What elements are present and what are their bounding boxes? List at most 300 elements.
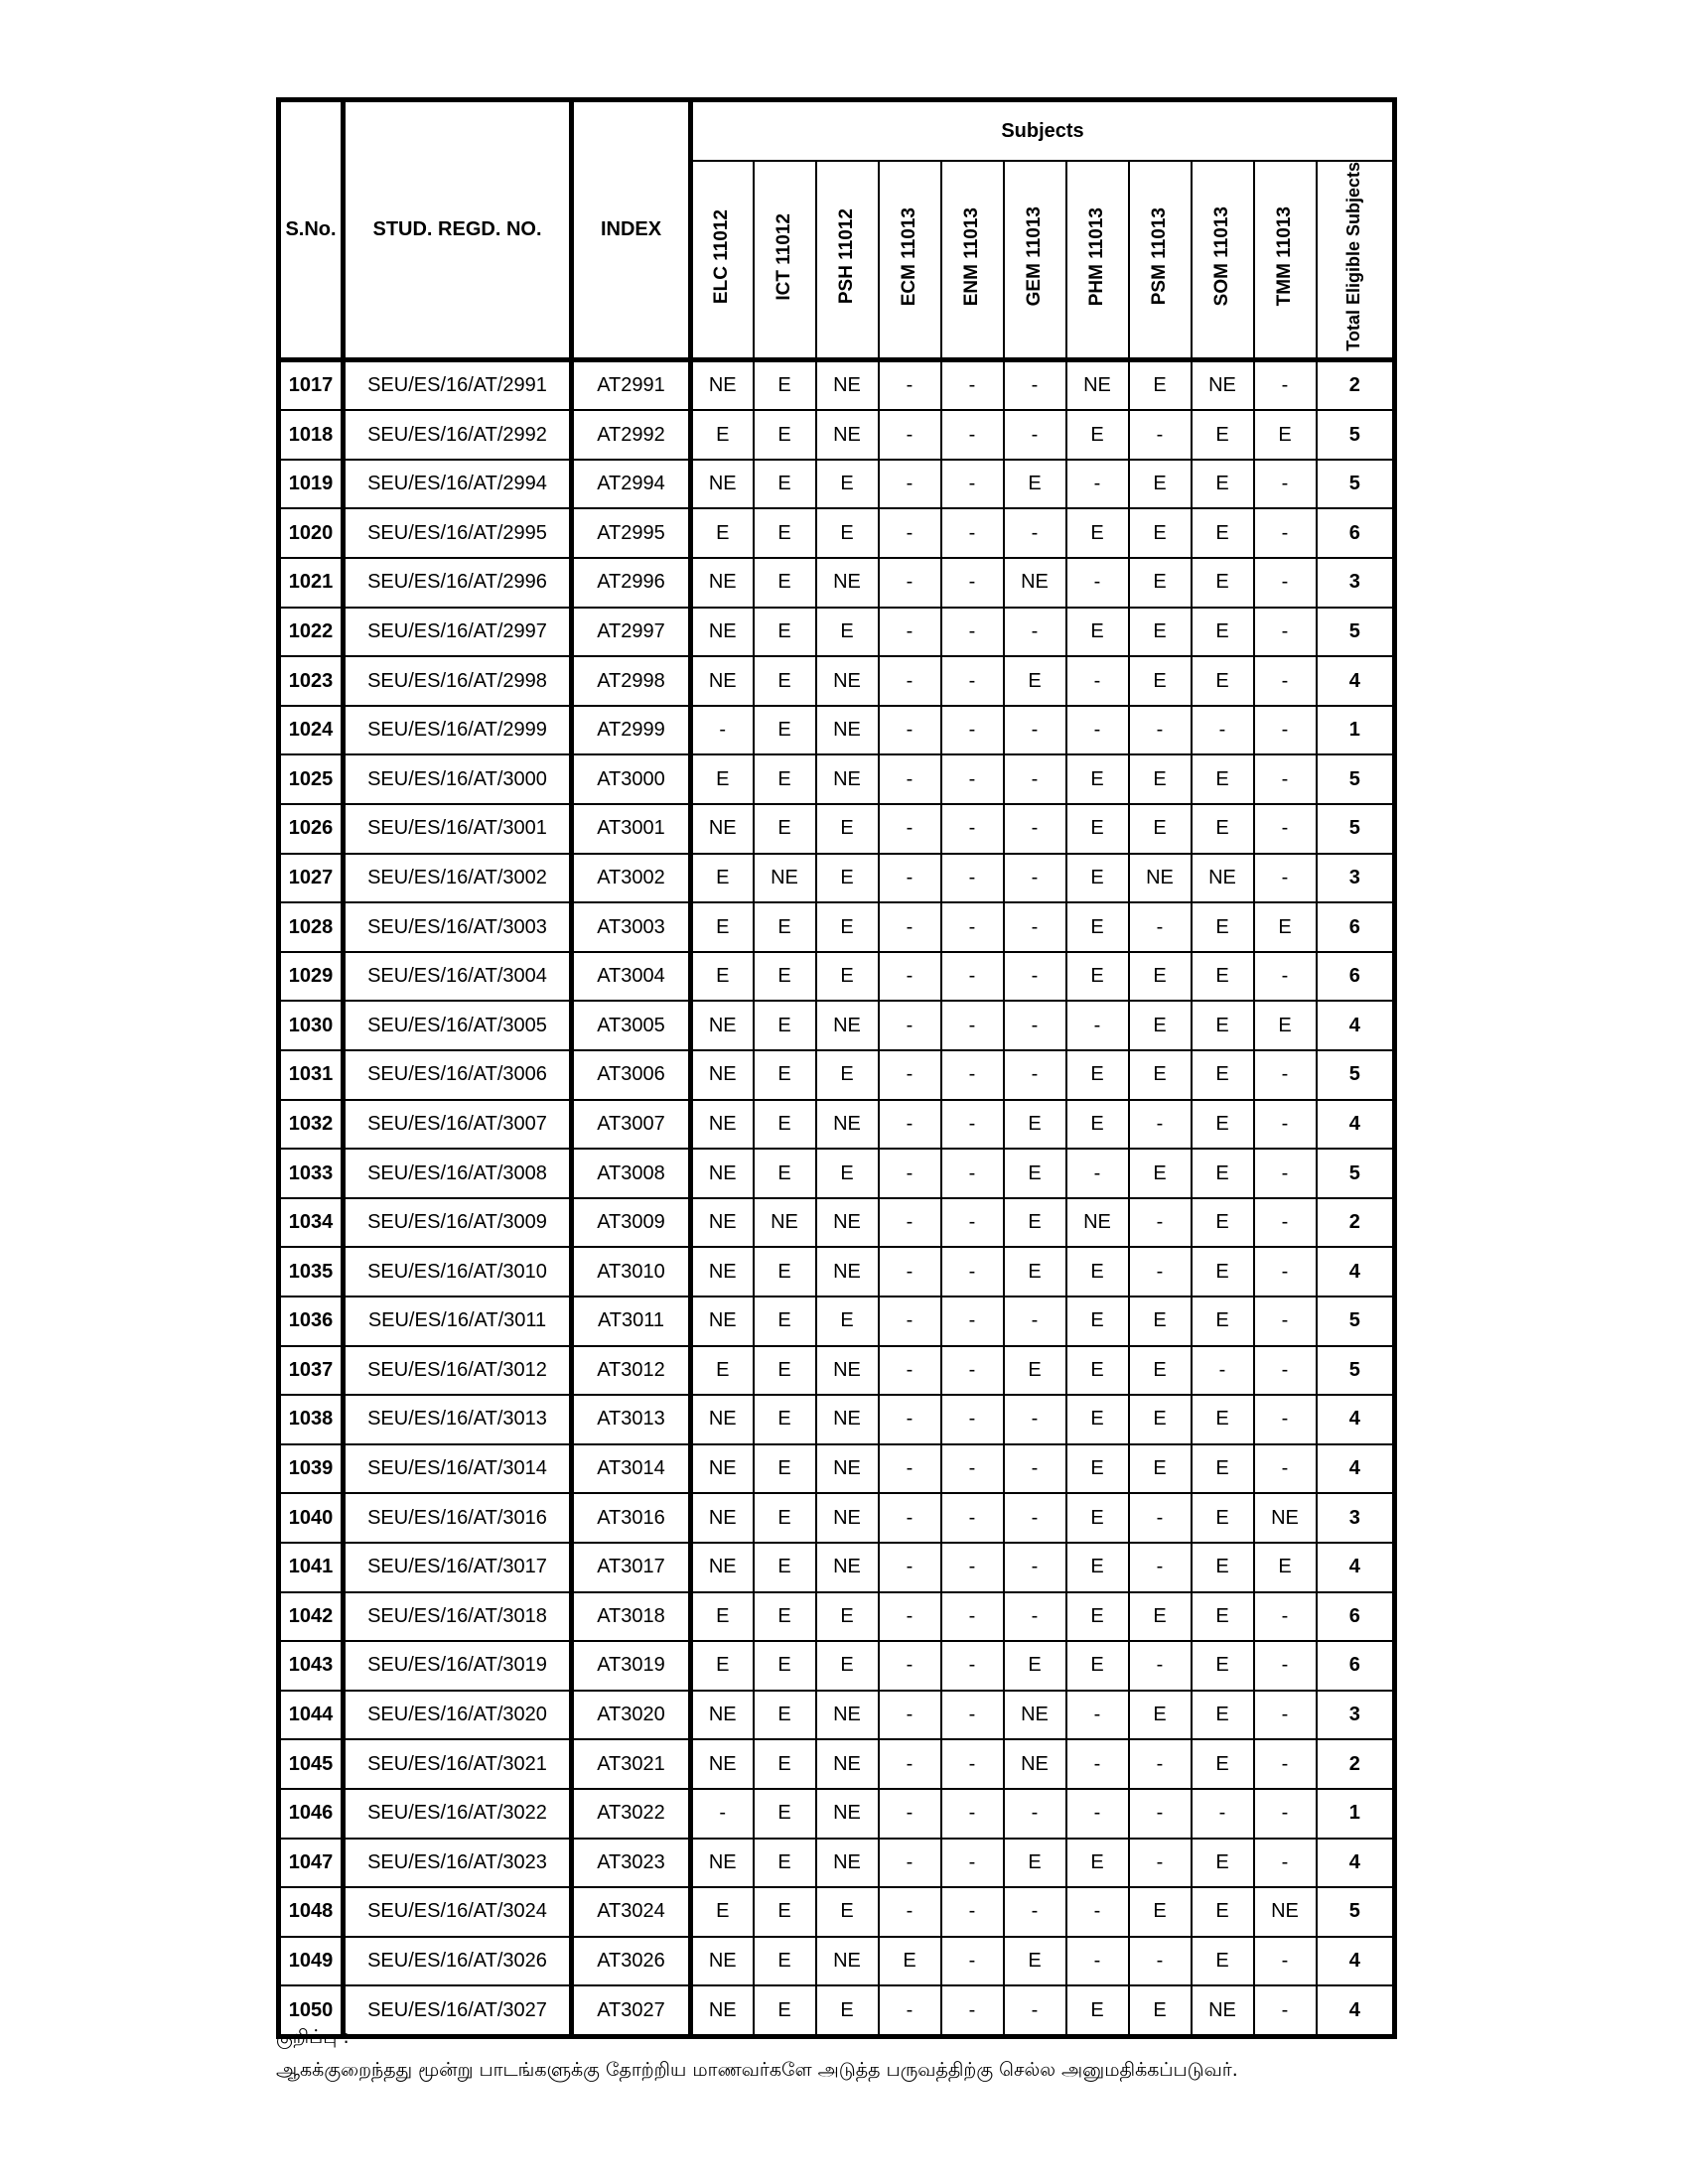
elc-cell: NE	[691, 608, 754, 657]
total-cell: 5	[1317, 1887, 1395, 1937]
psm-cell: E	[1129, 1444, 1192, 1494]
enm-cell: -	[941, 1543, 1004, 1592]
sno-cell: 1045	[279, 1739, 344, 1789]
ecm-cell: -	[879, 1346, 941, 1396]
table-row	[279, 1543, 1395, 1592]
tmm-cell: NE	[1254, 1887, 1317, 1937]
ecm-cell: -	[879, 359, 941, 410]
elc-cell: -	[691, 706, 754, 755]
psm-cell: E	[1129, 1691, 1192, 1740]
phm-cell: E	[1066, 1395, 1129, 1444]
enm-cell: -	[941, 608, 1004, 657]
phm-cell: E	[1066, 1100, 1129, 1150]
psm-cell: E	[1129, 460, 1192, 509]
phm-cell: E	[1066, 804, 1129, 854]
tmm-cell: -	[1254, 952, 1317, 1002]
ecm-cell: -	[879, 1985, 941, 2036]
psh-cell: E	[816, 1887, 879, 1937]
total-cell: 5	[1317, 460, 1395, 509]
total-cell: 5	[1317, 1297, 1395, 1346]
total-cell: 3	[1317, 558, 1395, 608]
regd-no-cell: SEU/ES/16/AT/3009	[344, 1198, 572, 1248]
som-cell: E	[1192, 558, 1254, 608]
regd-no-cell: SEU/ES/16/AT/3006	[344, 1050, 572, 1100]
index-cell: AT3004	[572, 952, 691, 1002]
sno-cell: 1041	[279, 1543, 344, 1592]
psm-cell: -	[1129, 410, 1192, 460]
ict-cell: E	[754, 1395, 816, 1444]
enm-cell: -	[941, 902, 1004, 952]
elc-cell: NE	[691, 1739, 754, 1789]
total-cell: 5	[1317, 804, 1395, 854]
ict-cell: E	[754, 1543, 816, 1592]
table-row	[279, 608, 1395, 657]
sno-cell: 1050	[279, 1985, 344, 2036]
psh-cell: E	[816, 508, 879, 558]
sno-cell: 1040	[279, 1493, 344, 1543]
index-cell: AT3006	[572, 1050, 691, 1100]
enm-cell: -	[941, 1297, 1004, 1346]
psh-cell: NE	[816, 1247, 879, 1297]
gem-cell: E	[1004, 1346, 1066, 1396]
ecm-cell: -	[879, 1149, 941, 1198]
ict-cell: E	[754, 1346, 816, 1396]
eligibility-table	[276, 97, 1397, 2039]
psh-cell: E	[816, 1297, 879, 1346]
table-row	[279, 558, 1395, 608]
ict-cell: E	[754, 1789, 816, 1839]
enm-cell: -	[941, 1887, 1004, 1937]
regd-no-cell: SEU/ES/16/AT/2997	[344, 608, 572, 657]
psh-cell: NE	[816, 754, 879, 804]
table-row	[279, 1247, 1395, 1297]
psm-cell: E	[1129, 359, 1192, 410]
tmm-cell: NE	[1254, 1493, 1317, 1543]
index-cell: AT3000	[572, 754, 691, 804]
tmm-cell: -	[1254, 558, 1317, 608]
regd-no-cell: SEU/ES/16/AT/3022	[344, 1789, 572, 1839]
index-cell: AT3008	[572, 1149, 691, 1198]
total-cell: 4	[1317, 1543, 1395, 1592]
tmm-cell: -	[1254, 1592, 1317, 1642]
total-cell: 1	[1317, 1789, 1395, 1839]
psm-cell: -	[1129, 1789, 1192, 1839]
header-index: INDEX	[572, 100, 691, 360]
header-subject-code: GEM 11013	[1004, 161, 1066, 359]
enm-cell: -	[941, 1001, 1004, 1050]
table-row	[279, 902, 1395, 952]
tmm-cell: -	[1254, 1247, 1317, 1297]
total-cell: 2	[1317, 359, 1395, 410]
psm-cell: E	[1129, 804, 1192, 854]
table-row	[279, 1001, 1395, 1050]
phm-cell: -	[1066, 1691, 1129, 1740]
psh-cell: NE	[816, 1346, 879, 1396]
tmm-cell: -	[1254, 359, 1317, 410]
elc-cell: E	[691, 1887, 754, 1937]
phm-cell: E	[1066, 902, 1129, 952]
total-cell: 5	[1317, 754, 1395, 804]
index-cell: AT3026	[572, 1937, 691, 1986]
ecm-cell: -	[879, 1493, 941, 1543]
ecm-cell: -	[879, 1592, 941, 1642]
regd-no-cell: SEU/ES/16/AT/3023	[344, 1839, 572, 1888]
gem-cell: -	[1004, 1985, 1066, 2036]
psh-cell: E	[816, 854, 879, 903]
tmm-cell: -	[1254, 1839, 1317, 1888]
tmm-cell: -	[1254, 1395, 1317, 1444]
elc-cell: E	[691, 1592, 754, 1642]
table-row	[279, 1937, 1395, 1986]
elc-cell: NE	[691, 558, 754, 608]
regd-no-cell: SEU/ES/16/AT/3010	[344, 1247, 572, 1297]
index-cell: AT3018	[572, 1592, 691, 1642]
table-row	[279, 460, 1395, 509]
table-row	[279, 854, 1395, 903]
phm-cell: E	[1066, 854, 1129, 903]
som-cell: E	[1192, 1395, 1254, 1444]
regd-no-cell: SEU/ES/16/AT/3014	[344, 1444, 572, 1494]
sno-cell: 1048	[279, 1887, 344, 1937]
enm-cell: -	[941, 1691, 1004, 1740]
index-cell: AT3016	[572, 1493, 691, 1543]
total-cell: 5	[1317, 608, 1395, 657]
tmm-cell: -	[1254, 1100, 1317, 1150]
phm-cell: E	[1066, 1444, 1129, 1494]
note-label: குறிப்பு :	[276, 2026, 350, 2048]
sno-cell: 1036	[279, 1297, 344, 1346]
index-cell: AT2991	[572, 359, 691, 410]
elc-cell: E	[691, 410, 754, 460]
ecm-cell: -	[879, 508, 941, 558]
ecm-cell: -	[879, 1543, 941, 1592]
sno-cell: 1044	[279, 1691, 344, 1740]
table-row	[279, 1789, 1395, 1839]
psh-cell: E	[816, 902, 879, 952]
sno-cell: 1029	[279, 952, 344, 1002]
som-cell: E	[1192, 1887, 1254, 1937]
psm-cell: -	[1129, 1641, 1192, 1691]
psh-cell: E	[816, 1149, 879, 1198]
phm-cell: -	[1066, 1001, 1129, 1050]
enm-cell: -	[941, 1493, 1004, 1543]
sno-cell: 1046	[279, 1789, 344, 1839]
total-cell: 4	[1317, 1839, 1395, 1888]
ecm-cell: -	[879, 1247, 941, 1297]
total-cell: 3	[1317, 854, 1395, 903]
enm-cell: -	[941, 508, 1004, 558]
psm-cell: E	[1129, 608, 1192, 657]
table-row	[279, 754, 1395, 804]
table-row	[279, 1297, 1395, 1346]
psh-cell: NE	[816, 1789, 879, 1839]
index-cell: AT3021	[572, 1739, 691, 1789]
elc-cell: E	[691, 854, 754, 903]
elc-cell: NE	[691, 1839, 754, 1888]
tmm-cell: -	[1254, 1346, 1317, 1396]
elc-cell: NE	[691, 1149, 754, 1198]
sno-cell: 1019	[279, 460, 344, 509]
phm-cell: E	[1066, 1543, 1129, 1592]
regd-no-cell: SEU/ES/16/AT/3007	[344, 1100, 572, 1150]
ict-cell: E	[754, 1937, 816, 1986]
elc-cell: E	[691, 754, 754, 804]
sno-cell: 1037	[279, 1346, 344, 1396]
sno-cell: 1047	[279, 1839, 344, 1888]
ict-cell: E	[754, 1739, 816, 1789]
ecm-cell: -	[879, 1198, 941, 1248]
regd-no-cell: SEU/ES/16/AT/3024	[344, 1887, 572, 1937]
sno-cell: 1042	[279, 1592, 344, 1642]
table-row	[279, 1739, 1395, 1789]
ecm-cell: -	[879, 1444, 941, 1494]
phm-cell: E	[1066, 1641, 1129, 1691]
tmm-cell: -	[1254, 1198, 1317, 1248]
regd-no-cell: SEU/ES/16/AT/3027	[344, 1985, 572, 2036]
regd-no-cell: SEU/ES/16/AT/3019	[344, 1641, 572, 1691]
total-cell: 4	[1317, 1444, 1395, 1494]
psm-cell: E	[1129, 558, 1192, 608]
ict-cell: E	[754, 1050, 816, 1100]
psh-cell: NE	[816, 1543, 879, 1592]
phm-cell: NE	[1066, 359, 1129, 410]
sno-cell: 1039	[279, 1444, 344, 1494]
som-cell: E	[1192, 1543, 1254, 1592]
regd-no-cell: SEU/ES/16/AT/2992	[344, 410, 572, 460]
ict-cell: E	[754, 1149, 816, 1198]
sno-cell: 1025	[279, 754, 344, 804]
gem-cell: -	[1004, 359, 1066, 410]
elc-cell: NE	[691, 1198, 754, 1248]
table-row	[279, 804, 1395, 854]
psh-cell: E	[816, 1985, 879, 2036]
psh-cell: NE	[816, 1937, 879, 1986]
table-row	[279, 1592, 1395, 1642]
table-row	[279, 1198, 1395, 1248]
elc-cell: E	[691, 1346, 754, 1396]
elc-cell: NE	[691, 1493, 754, 1543]
enm-cell: -	[941, 1839, 1004, 1888]
regd-no-cell: SEU/ES/16/AT/3005	[344, 1001, 572, 1050]
psm-cell: -	[1129, 1198, 1192, 1248]
enm-cell: -	[941, 952, 1004, 1002]
elc-cell: NE	[691, 1691, 754, 1740]
enm-cell: -	[941, 1149, 1004, 1198]
tmm-cell: E	[1254, 1001, 1317, 1050]
regd-no-cell: SEU/ES/16/AT/3008	[344, 1149, 572, 1198]
table-body	[279, 359, 1395, 2036]
ecm-cell: -	[879, 1050, 941, 1100]
ict-cell: E	[754, 1493, 816, 1543]
psh-cell: NE	[816, 1444, 879, 1494]
ecm-cell: -	[879, 1887, 941, 1937]
som-cell: E	[1192, 754, 1254, 804]
regd-no-cell: SEU/ES/16/AT/2991	[344, 359, 572, 410]
index-cell: AT2992	[572, 410, 691, 460]
som-cell: E	[1192, 1592, 1254, 1642]
ecm-cell: -	[879, 1297, 941, 1346]
phm-cell: E	[1066, 1346, 1129, 1396]
ecm-cell: -	[879, 1839, 941, 1888]
header-subject-code: SOM 11013	[1192, 161, 1254, 359]
sno-cell: 1017	[279, 359, 344, 410]
index-cell: AT3005	[572, 1001, 691, 1050]
enm-cell: -	[941, 359, 1004, 410]
gem-cell: -	[1004, 1444, 1066, 1494]
phm-cell: E	[1066, 1493, 1129, 1543]
ict-cell: E	[754, 1444, 816, 1494]
tmm-cell: -	[1254, 1050, 1317, 1100]
psh-cell: NE	[816, 359, 879, 410]
gem-cell: -	[1004, 410, 1066, 460]
gem-cell: -	[1004, 608, 1066, 657]
psm-cell: E	[1129, 952, 1192, 1002]
table-row	[279, 1149, 1395, 1198]
ecm-cell: -	[879, 754, 941, 804]
gem-cell: -	[1004, 1887, 1066, 1937]
enm-cell: -	[941, 410, 1004, 460]
som-cell: E	[1192, 1001, 1254, 1050]
som-cell: E	[1192, 1444, 1254, 1494]
ecm-cell: -	[879, 902, 941, 952]
enm-cell: -	[941, 706, 1004, 755]
total-cell: 6	[1317, 1641, 1395, 1691]
ecm-cell: -	[879, 608, 941, 657]
gem-cell: -	[1004, 1050, 1066, 1100]
tmm-cell: -	[1254, 1789, 1317, 1839]
table-row	[279, 359, 1395, 410]
sno-cell: 1035	[279, 1247, 344, 1297]
gem-cell: E	[1004, 656, 1066, 706]
gem-cell: E	[1004, 1641, 1066, 1691]
regd-no-cell: SEU/ES/16/AT/3020	[344, 1691, 572, 1740]
psm-cell: -	[1129, 902, 1192, 952]
phm-cell: NE	[1066, 1198, 1129, 1248]
ict-cell: E	[754, 1592, 816, 1642]
enm-cell: -	[941, 1346, 1004, 1396]
som-cell: -	[1192, 1789, 1254, 1839]
ict-cell: E	[754, 608, 816, 657]
ict-cell: E	[754, 1985, 816, 2036]
ecm-cell: -	[879, 1739, 941, 1789]
tmm-cell: -	[1254, 1937, 1317, 1986]
som-cell: E	[1192, 1691, 1254, 1740]
enm-cell: -	[941, 1050, 1004, 1100]
regd-no-cell: SEU/ES/16/AT/3016	[344, 1493, 572, 1543]
elc-cell: NE	[691, 1937, 754, 1986]
psm-cell: E	[1129, 656, 1192, 706]
elc-cell: E	[691, 952, 754, 1002]
regd-no-cell: SEU/ES/16/AT/2994	[344, 460, 572, 509]
elc-cell: NE	[691, 804, 754, 854]
elc-cell: NE	[691, 1247, 754, 1297]
gem-cell: E	[1004, 1100, 1066, 1150]
gem-cell: -	[1004, 754, 1066, 804]
tmm-cell: -	[1254, 508, 1317, 558]
ict-cell: E	[754, 1001, 816, 1050]
index-cell: AT3002	[572, 854, 691, 903]
psh-cell: E	[816, 1592, 879, 1642]
ict-cell: E	[754, 804, 816, 854]
ict-cell: NE	[754, 1198, 816, 1248]
total-cell: 4	[1317, 1937, 1395, 1986]
sno-cell: 1031	[279, 1050, 344, 1100]
enm-cell: -	[941, 656, 1004, 706]
index-cell: AT3010	[572, 1247, 691, 1297]
regd-no-cell: SEU/ES/16/AT/2999	[344, 706, 572, 755]
enm-cell: -	[941, 1789, 1004, 1839]
ict-cell: E	[754, 706, 816, 755]
enm-cell: -	[941, 1592, 1004, 1642]
enm-cell: -	[941, 1198, 1004, 1248]
enm-cell: -	[941, 1444, 1004, 1494]
phm-cell: E	[1066, 1839, 1129, 1888]
table-row	[279, 410, 1395, 460]
table-row	[279, 1691, 1395, 1740]
psm-cell: -	[1129, 1839, 1192, 1888]
psh-cell: NE	[816, 1100, 879, 1150]
phm-cell: -	[1066, 706, 1129, 755]
enm-cell: -	[941, 754, 1004, 804]
ict-cell: E	[754, 1641, 816, 1691]
ict-cell: E	[754, 1691, 816, 1740]
phm-cell: E	[1066, 1985, 1129, 2036]
sno-cell: 1023	[279, 656, 344, 706]
phm-cell: E	[1066, 508, 1129, 558]
elc-cell: NE	[691, 460, 754, 509]
table-row	[279, 706, 1395, 755]
psm-cell: -	[1129, 706, 1192, 755]
som-cell: E	[1192, 608, 1254, 657]
table-row	[279, 1346, 1395, 1396]
total-cell: 6	[1317, 508, 1395, 558]
psm-cell: -	[1129, 1739, 1192, 1789]
psm-cell: -	[1129, 1937, 1192, 1986]
table-row	[279, 1395, 1395, 1444]
regd-no-cell: SEU/ES/16/AT/3017	[344, 1543, 572, 1592]
gem-cell: -	[1004, 1297, 1066, 1346]
sno-cell: 1049	[279, 1937, 344, 1986]
index-cell: AT2996	[572, 558, 691, 608]
table-row	[279, 508, 1395, 558]
psm-cell: E	[1129, 1395, 1192, 1444]
gem-cell: -	[1004, 508, 1066, 558]
gem-cell: -	[1004, 854, 1066, 903]
total-cell: 1	[1317, 706, 1395, 755]
header-subject-code: TMM 11013	[1254, 161, 1317, 359]
sno-cell: 1028	[279, 902, 344, 952]
elc-cell: E	[691, 902, 754, 952]
enm-cell: -	[941, 1100, 1004, 1150]
ict-cell: E	[754, 1839, 816, 1888]
ecm-cell: -	[879, 1691, 941, 1740]
psm-cell: E	[1129, 1985, 1192, 2036]
gem-cell: -	[1004, 706, 1066, 755]
header-subject-code: ECM 11013	[879, 161, 941, 359]
gem-cell: E	[1004, 1937, 1066, 1986]
enm-cell: -	[941, 1395, 1004, 1444]
gem-cell: -	[1004, 1789, 1066, 1839]
ecm-cell: -	[879, 1100, 941, 1150]
som-cell: E	[1192, 1839, 1254, 1888]
som-cell: E	[1192, 952, 1254, 1002]
index-cell: AT2998	[572, 656, 691, 706]
sno-cell: 1026	[279, 804, 344, 854]
enm-cell: -	[941, 460, 1004, 509]
table-row	[279, 1493, 1395, 1543]
som-cell: E	[1192, 1937, 1254, 1986]
gem-cell: -	[1004, 952, 1066, 1002]
